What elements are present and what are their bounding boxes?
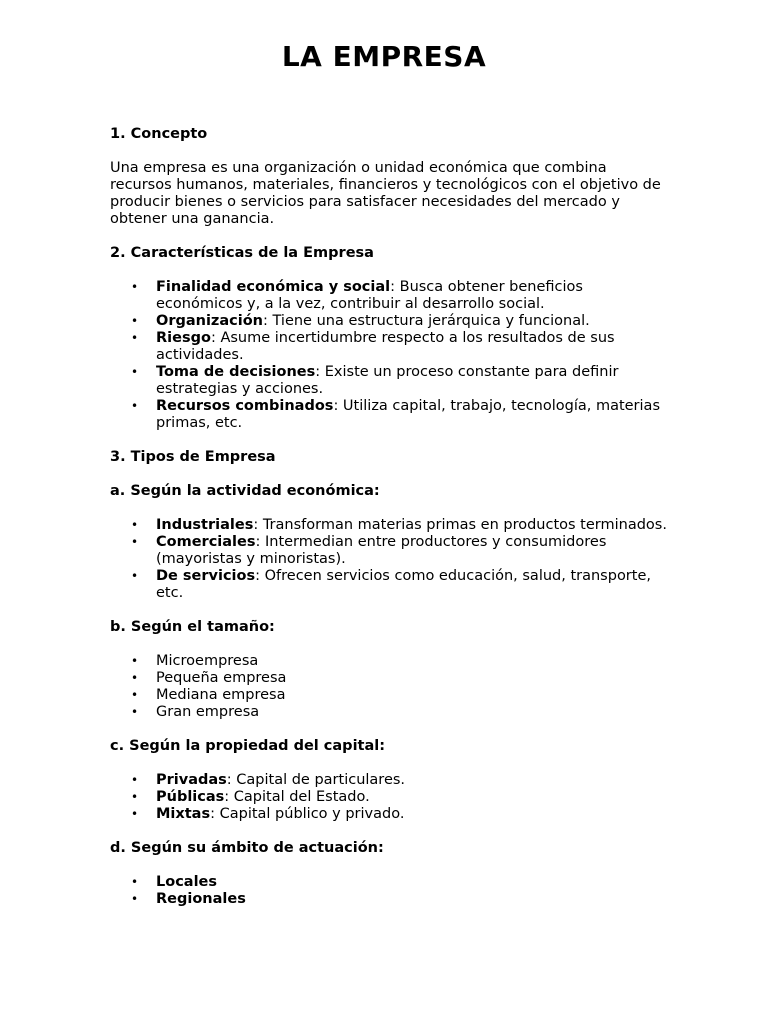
item-description: : Capital de particulares. — [226, 772, 406, 788]
item-description: : Tiene una estructura jerárquica y funcional. — [263, 313, 590, 329]
item-term: De servicios — [156, 568, 256, 584]
document-body — [110, 126, 670, 908]
document-title: LA EMPRESA — [281, 40, 487, 73]
tamano-list — [110, 653, 670, 721]
subsection-heading-propiedad: c. Según la propiedad del capital: — [110, 738, 386, 754]
item-term: Privadas — [156, 772, 227, 788]
section-heading-caracteristicas: 2. Características de la Empresa — [110, 245, 374, 261]
list-item: • Microempresa — [156, 653, 670, 670]
list-item — [156, 330, 670, 364]
item-description: : Ofrecen servicios como educación, salud, transporte, etc. — [156, 568, 651, 601]
item-description: : Capital del Estado. — [224, 789, 370, 805]
item-term: Comerciales — [156, 534, 256, 550]
item-description: : Utiliza capital, trabajo, tecnología, materias primas, etc. — [156, 398, 660, 431]
ambito-list — [110, 874, 670, 908]
list-item: • Pequeña empresa — [156, 670, 670, 687]
list-item — [156, 279, 670, 313]
list-item — [156, 891, 670, 908]
list-item — [156, 364, 670, 398]
list-item — [156, 874, 670, 891]
list-item — [156, 398, 670, 432]
list-item: • Gran empresa — [156, 704, 670, 721]
item-description: : Capital público y privado. — [210, 806, 405, 822]
list-item — [156, 313, 670, 330]
item-term: Toma de decisiones — [156, 364, 316, 380]
item-term: Finalidad económica y social — [156, 279, 391, 295]
item-term: Locales — [156, 874, 218, 890]
item-description: : Existe un proceso constante para definir estrategias y acciones. — [156, 364, 619, 397]
item-description: : Intermedian entre productores y consumidores (mayoristas y minoristas). — [156, 534, 607, 567]
subsection-heading-actividad: a. Según la actividad económica: — [110, 483, 380, 499]
item-term: Mixtas — [156, 806, 211, 822]
item-term: Organización — [156, 313, 264, 329]
item-description: : Transforman materias primas en productos terminados. — [253, 517, 667, 533]
list-item — [156, 534, 670, 568]
item-term: Riesgo — [156, 330, 211, 346]
item-term: Recursos combinados — [156, 398, 334, 414]
subsection-heading-tamano: b. Según el tamaño: — [110, 619, 275, 635]
item-description: : Asume incertidumbre respecto a los resultados de sus actividades. — [156, 330, 615, 363]
item-term: Públicas — [156, 789, 225, 805]
list-item: • Mediana empresa — [156, 687, 670, 704]
list-item — [156, 772, 670, 789]
list-item — [156, 789, 670, 806]
concepto-paragraph: Una empresa es una organización o unidad económica que combina recursos humanos, materiales, financieros y tecnológicos con el objetivo de producir bienes o servicios para satisfacer necesidades del mercado y obtener una ganancia. — [110, 160, 661, 227]
list-item — [156, 568, 670, 602]
propiedad-list — [110, 772, 670, 823]
actividad-list — [110, 517, 670, 602]
section-heading-tipos: 3. Tipos de Empresa — [110, 449, 276, 465]
item-term: Regionales — [156, 891, 246, 907]
section-heading-concepto: 1. Concepto — [110, 126, 208, 142]
caracteristicas-list — [110, 279, 670, 432]
list-item — [156, 806, 670, 823]
subsection-heading-ambito: d. Según su ámbito de actuación: — [110, 840, 384, 856]
item-term: Industriales — [156, 517, 254, 533]
list-item — [156, 517, 670, 534]
item-description: : Busca obtener beneficios económicos y, a la vez, contribuir al desarrollo social. — [156, 279, 583, 312]
